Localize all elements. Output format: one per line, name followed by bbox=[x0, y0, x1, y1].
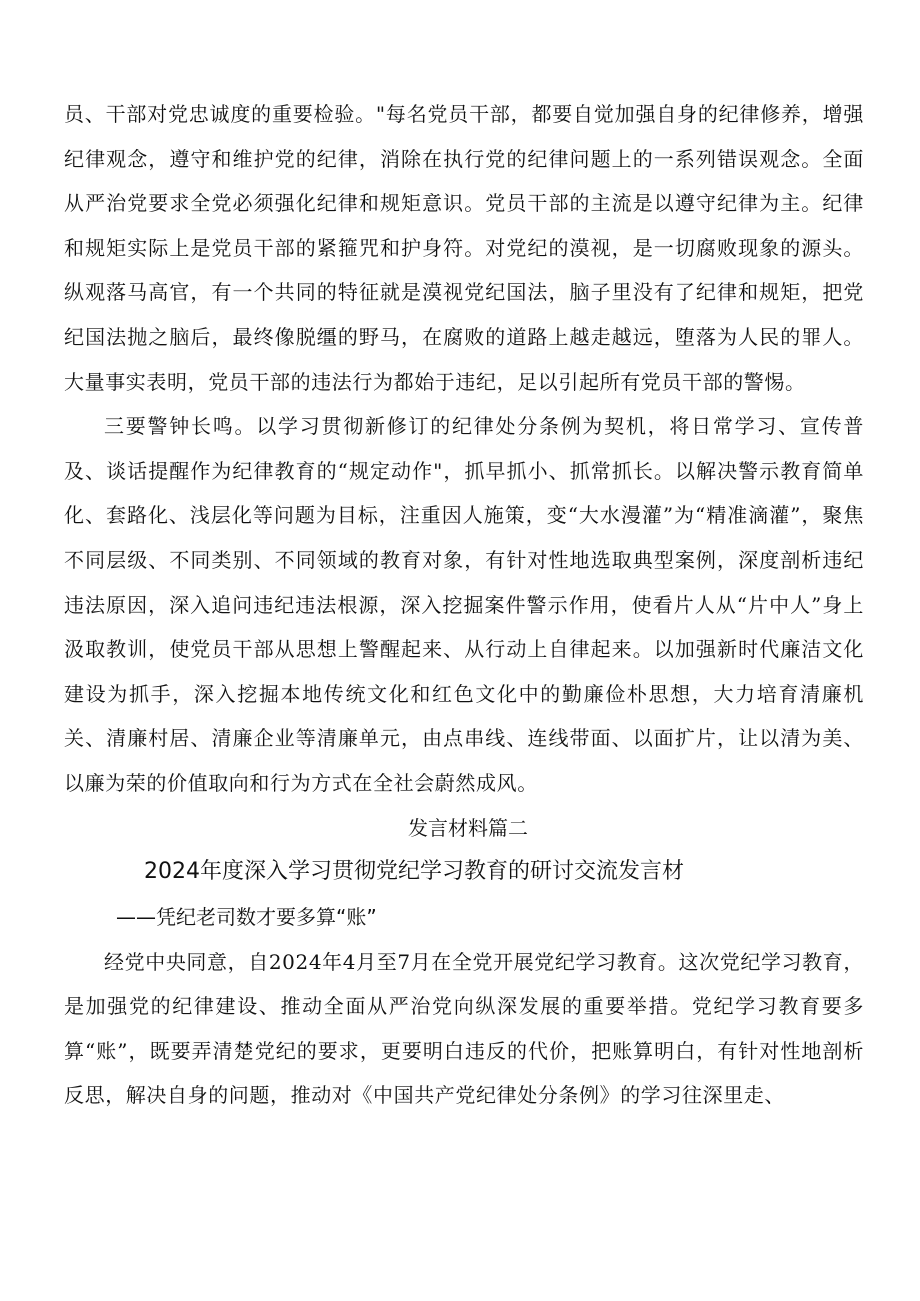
document-subtitle: ——凭纪老司数才要多算“账” bbox=[116, 904, 377, 929]
section-heading: 发言材料篇二 bbox=[408, 815, 528, 840]
body-paragraph-3: 经党中央同意，自2024年4月至7月在全党开展党纪学习教育。这次党纪学习教育，是加强党的纪律建设、推动全面从严治党向纵深发展的重要举措。党纪学习教育要多算“账”，既要弄清楚党纪的要求，更要明白违反的代价，把账算明白，有针对性地剖析反思，解决自身的问题，推动对《中国共产党纪律处分条例》的学习往深里走、 bbox=[64, 949, 864, 1108]
body-paragraph-2: 三要警钟长鸣。以学习贯彻新修订的纪律处分条例为契机，将日常学习、宣传普及、谈话提醒作为纪律教育的“规定动作"，抓早抓小、抓常抓长。以解决警示教育简单化、套路化、浅层化等问题为目标，注重因人施策，变“大水漫灌”为“精准滴灌”，聚焦不同层级、不同类别、不同领域的教育对象，有针对性地选取典型案例，深度剖析违纪违法原因，深入追问违纪违法根源，深入挖掘案件警示作用，使看片人从“片中人”身上汲取教训，使党员干部从思想上警醒起来、从行动上自律起来。以加强新时代廉洁文化建设为抓手，深入挖掘本地传统文化和红色文化中的勤廉俭朴思想，大力培育清廉机关、清廉村居、清廉企业等清廉单元，由点串线、连线带面、以面扩片，让以清为美、以廉为荣的价值取向和行为方式在全社会蔚然成风。 bbox=[64, 414, 864, 795]
document-title: 2024年度深入学习贯彻党纪学习教育的研讨交流发言材 bbox=[144, 858, 684, 884]
body-paragraph-1: 员、干部对党忠诚度的重要检验。"每名党员干部，都要自觉加强自身的纪律修养，增强纪律观念，遵守和维护党的纪律，消除在执行党的纪律问题上的一系列错误观念。全面从严治党要求全党必须强化纪律和规矩意识。党员干部的主流是以遵守纪律为主。纪律和规矩实际上是党员干部的紧箍咒和护身符。对党纪的漠视，是一切腐败现象的源头。纵观落马高官，有一个共同的特征就是漠视党纪国法，脑子里没有了纪律和规矩，把党纪国法抛之脑后，最终像脱缰的野马，在腐败的道路上越走越远，堕落为人民的罪人。大量事实表明，党员干部的违法行为都始于违纪，足以引起所有党员干部的警惕。 bbox=[64, 102, 864, 394]
document-page bbox=[64, 92, 864, 1118]
